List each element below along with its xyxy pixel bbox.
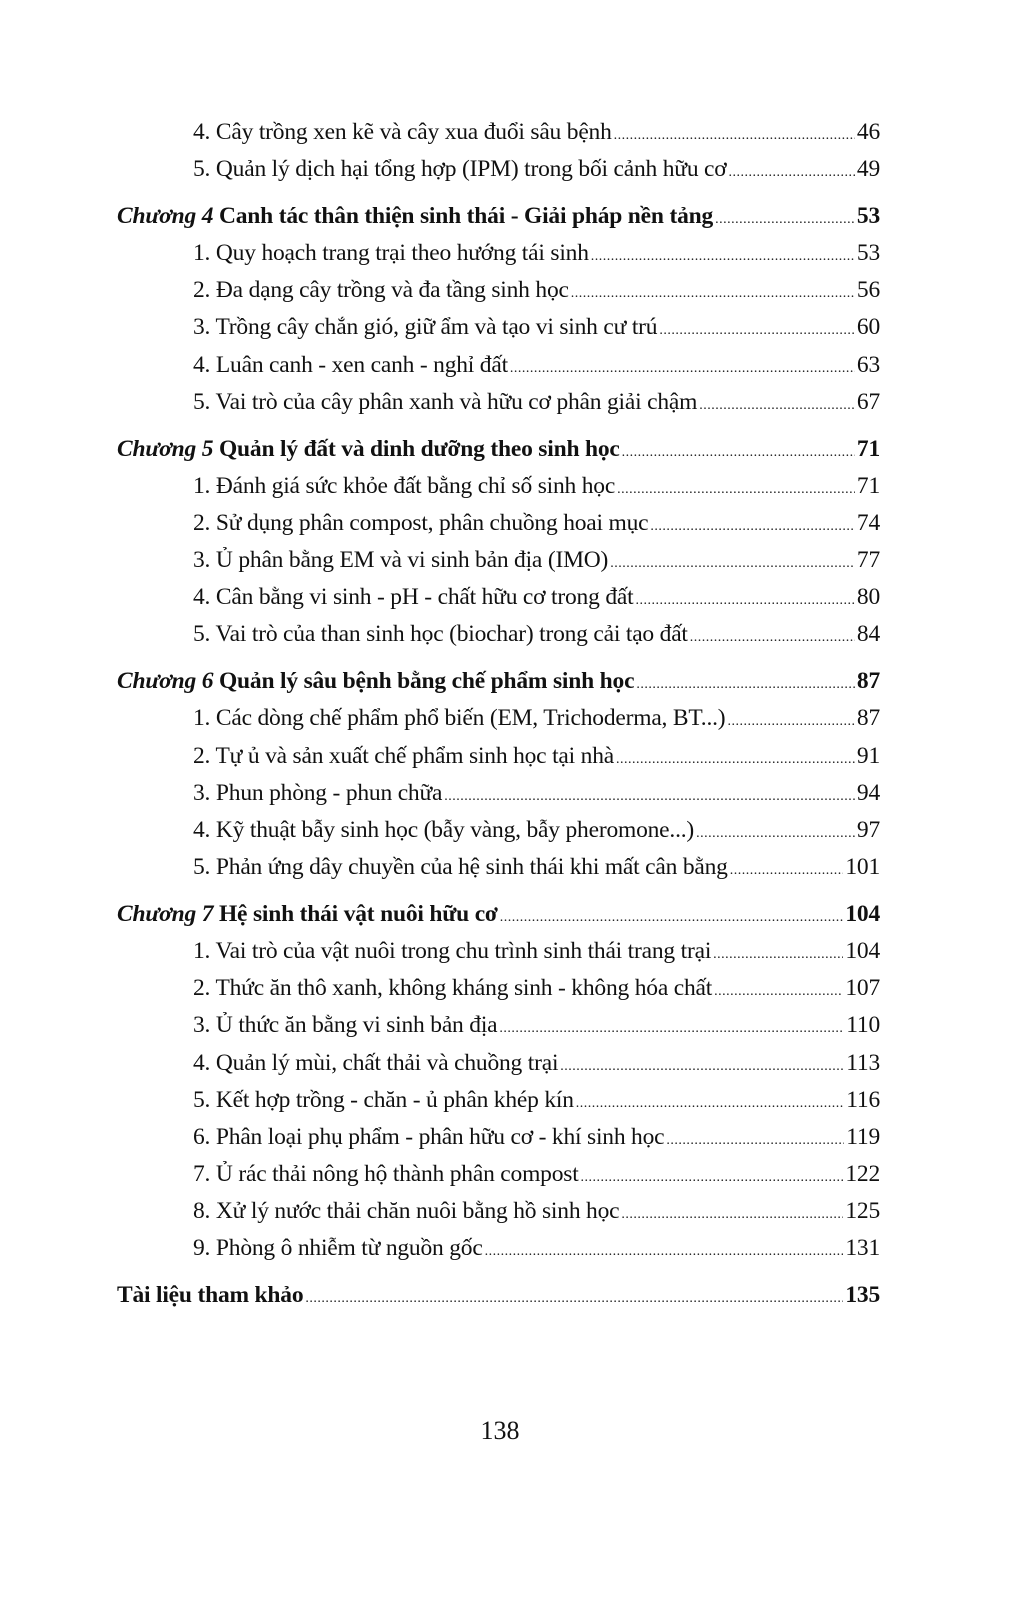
chapter-prefix: Chương 4: [117, 202, 214, 229]
toc-chapter-entry: [117, 431, 880, 468]
entry-title: 1. Vai trò của vật nuôi trong chu trình sinh thái trang trại: [193, 937, 712, 964]
toc-chapter-entry: [117, 1277, 880, 1314]
entry-page-number: 116: [846, 1086, 880, 1113]
entry-title: 6. Phân loại phụ phẩm - phân hữu cơ - khí sinh học: [193, 1123, 665, 1150]
entry-page-number: 77: [856, 547, 880, 574]
entry-page-number: 56: [856, 277, 880, 304]
entry-title: 5. Vai trò của cây phân xanh và hữu cơ phân giải chậm: [193, 388, 698, 415]
toc-section-entry: [117, 700, 880, 737]
dot-leader: [614, 117, 855, 154]
entry-page-number: 60: [856, 314, 880, 341]
entry-title: Quản lý đất và dinh dưỡng theo sinh học: [218, 435, 620, 462]
toc-section-entry: [117, 738, 880, 775]
entry-page-number: 97: [856, 816, 880, 843]
entry-title: 3. Phun phòng - phun chữa: [193, 779, 443, 806]
toc-section-entry: [117, 309, 880, 346]
dot-leader: [635, 582, 854, 619]
entry-page-number: 53: [856, 202, 880, 229]
toc-section-entry: [117, 384, 880, 421]
toc-section-entry: [117, 1156, 880, 1193]
entry-title: Canh tác thân thiện sinh thái - Giải pháp nền tảng: [218, 202, 714, 229]
toc-section-entry: [117, 272, 880, 309]
dot-leader: [696, 815, 855, 852]
toc-section-entry: [117, 1082, 880, 1119]
toc-section-entry: [117, 970, 880, 1007]
entry-title: 1. Đánh giá sức khỏe đất bằng chỉ số sinh học: [193, 472, 616, 499]
dot-leader: [715, 201, 855, 238]
dot-leader: [610, 545, 855, 582]
dot-leader: [636, 666, 855, 703]
dot-leader: [616, 741, 855, 778]
entry-title: 8. Xử lý nước thải chăn nuôi bằng hồ sinh học: [193, 1198, 620, 1225]
entry-title: 2. Tự ủ và sản xuất chế phẩm sinh học tại nhà: [193, 742, 614, 769]
entry-page-number: 74: [856, 509, 880, 536]
entry-page-number: 131: [845, 1235, 880, 1262]
entry-title: 2. Sử dụng phân compost, phân chuồng hoai mục: [193, 509, 649, 536]
chapter-prefix: Chương 7: [117, 900, 214, 927]
toc-section-entry: [117, 1007, 880, 1044]
toc-section-entry: [117, 849, 880, 886]
entry-title: 3. Ủ phân bằng EM và vi sinh bản địa (IMO): [193, 547, 609, 574]
toc-section-entry: [117, 1045, 880, 1082]
toc-section-entry: [117, 775, 880, 812]
dot-leader: [659, 312, 855, 349]
toc-section-entry: [117, 812, 880, 849]
entry-page-number: 135: [845, 1282, 880, 1309]
toc-section-entry: [117, 1119, 880, 1156]
entry-page-number: 104: [845, 900, 880, 927]
toc-section-entry: [117, 579, 880, 616]
dot-leader: [444, 778, 855, 815]
toc-chapter-entry: [117, 198, 880, 235]
entry-page-number: 91: [856, 742, 880, 769]
dot-leader: [560, 1048, 844, 1085]
entry-title: 4. Quản lý mùi, chất thải và chuồng trại: [193, 1049, 559, 1076]
entry-title: 4. Cân bằng vi sinh - pH - chất hữu cơ trong đất: [193, 584, 634, 611]
entry-page-number: 119: [846, 1123, 880, 1150]
toc-section-entry: [117, 933, 880, 970]
toc-section-entry: [117, 468, 880, 505]
entry-page-number: 71: [856, 435, 880, 462]
entry-title: 4. Kỹ thuật bẫy sinh học (bẫy vàng, bẫy pheromone...): [193, 816, 695, 843]
toc-chapter-entry: [117, 896, 880, 933]
toc-section-entry: [117, 542, 880, 579]
entry-title: 5. Phản ứng dây chuyền của hệ sinh thái khi mất cân bằng: [193, 854, 728, 881]
entry-page-number: 101: [845, 854, 880, 881]
entry-title: 2. Đa dạng cây trồng và đa tầng sinh học: [193, 277, 569, 304]
dot-leader: [510, 350, 855, 387]
dot-leader: [727, 703, 854, 740]
entry-title: 4. Cây trồng xen kẽ và cây xua đuổi sâu bệnh: [193, 119, 612, 145]
entry-page-number: 46: [856, 119, 880, 145]
toc-section-entry: [117, 151, 880, 188]
dot-leader: [621, 1196, 843, 1233]
toc-section-entry: [117, 1230, 880, 1267]
entry-title: Tài liệu tham khảo: [117, 1282, 304, 1309]
toc-section-entry: [117, 505, 880, 542]
dot-leader: [690, 619, 855, 656]
entry-page-number: 104: [845, 937, 880, 964]
entry-title: 3. Ủ thức ăn bằng vi sinh bản địa: [193, 1012, 498, 1039]
entry-page-number: 94: [856, 779, 880, 806]
entry-page-number: 113: [846, 1049, 880, 1076]
entry-title: 5. Kết hợp trồng - chăn - ủ phân khép kín: [193, 1086, 574, 1113]
entry-title: 5. Quản lý dịch hại tổng hợp (IPM) trong bối cảnh hữu cơ: [193, 156, 727, 183]
entry-page-number: 122: [845, 1161, 880, 1188]
entry-page-number: 125: [845, 1198, 880, 1225]
toc-chapter-entry: [117, 663, 880, 700]
entry-title: 2. Thức ăn thô xanh, không kháng sinh - không hóa chất: [193, 975, 713, 1002]
entry-page-number: 84: [856, 621, 880, 648]
dot-leader: [699, 387, 855, 424]
entry-page-number: 67: [856, 388, 880, 415]
entry-page-number: 63: [856, 351, 880, 378]
entry-page-number: 49: [856, 156, 880, 183]
entry-title: 1. Quy hoạch trang trại theo hướng tái sinh: [193, 240, 589, 267]
entry-title: 9. Phòng ô nhiễm từ nguồn gốc: [193, 1235, 483, 1262]
entry-page-number: 107: [845, 975, 880, 1002]
entry-title: 7. Ủ rác thải nông hộ thành phân compost: [193, 1161, 579, 1188]
toc-section-entry: [117, 235, 880, 272]
toc-section-entry: [117, 1193, 880, 1230]
entry-page-number: 53: [856, 240, 880, 267]
entry-title: Hệ sinh thái vật nuôi hữu cơ: [218, 900, 498, 927]
dot-leader: [500, 899, 844, 936]
dot-leader: [576, 1085, 844, 1122]
dot-leader: [591, 238, 855, 275]
dot-leader: [713, 936, 843, 973]
dot-leader: [729, 154, 855, 191]
dot-leader: [571, 275, 855, 312]
dot-leader: [305, 1280, 843, 1317]
entry-title: 1. Các dòng chế phẩm phổ biến (EM, Trichoderma, BT...): [193, 705, 726, 732]
chapter-prefix: Chương 5: [117, 435, 214, 462]
toc-section-entry: [117, 114, 880, 151]
entry-title: 4. Luân canh - xen canh - nghỉ đất: [193, 351, 508, 378]
dot-leader: [622, 434, 855, 471]
dot-leader: [499, 1010, 844, 1047]
table-of-contents: [117, 114, 880, 1314]
entry-page-number: 71: [856, 472, 880, 499]
toc-section-entry: [117, 616, 880, 653]
dot-leader: [485, 1233, 844, 1270]
entry-page-number: 110: [846, 1012, 880, 1039]
toc-section-entry: [117, 347, 880, 384]
entry-page-number: 80: [856, 584, 880, 611]
page-number: 138: [480, 1416, 520, 1445]
entry-title: Quản lý sâu bệnh bằng chế phẩm sinh học: [218, 668, 635, 695]
dot-leader: [730, 852, 844, 889]
dot-leader: [581, 1159, 844, 1196]
dot-leader: [666, 1122, 844, 1159]
entry-page-number: 87: [856, 668, 880, 695]
entry-page-number: 87: [856, 705, 880, 732]
entry-title: 3. Trồng cây chắn gió, giữ ẩm và tạo vi sinh cư trú: [193, 314, 658, 341]
dot-leader: [617, 471, 855, 508]
chapter-prefix: Chương 6: [117, 668, 214, 695]
entry-title: 5. Vai trò của than sinh học (biochar) trong cải tạo đất: [193, 621, 688, 648]
dot-leader: [714, 973, 843, 1010]
dot-leader: [650, 508, 854, 545]
